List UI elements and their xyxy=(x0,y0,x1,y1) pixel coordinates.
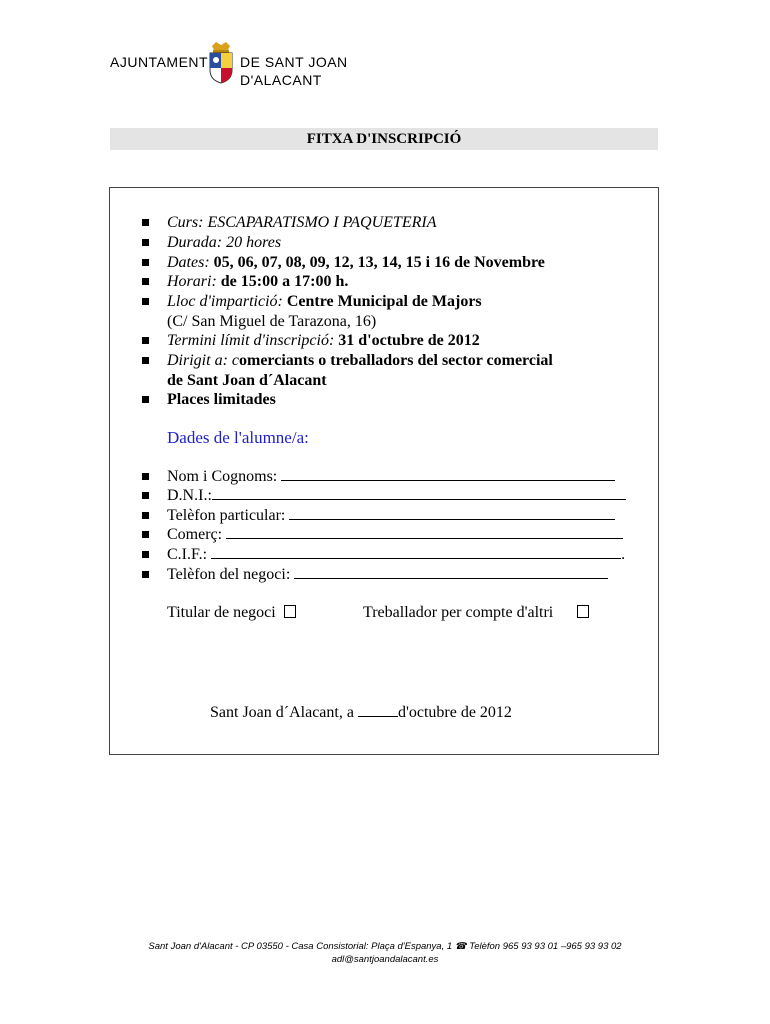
bullet-icon xyxy=(142,219,149,226)
logo-text-line2: D'ALACANT xyxy=(240,72,322,88)
bullet-icon xyxy=(142,239,149,246)
course-item xyxy=(145,213,437,233)
places-text: Places limitades xyxy=(167,391,276,408)
coat-of-arms-icon xyxy=(206,40,236,84)
cif-input[interactable] xyxy=(211,546,621,559)
place-prefix: Sant Joan d´Alacant, a xyxy=(210,704,354,721)
municipal-logo xyxy=(110,40,350,90)
bullet-icon xyxy=(142,473,149,480)
owner-label: Titular de negoci xyxy=(167,604,276,621)
bullet-icon xyxy=(142,259,149,266)
duration: Durada: 20 hores xyxy=(167,234,282,251)
schedule-label: Horari: xyxy=(167,273,217,290)
business-phone-input[interactable] xyxy=(294,566,608,579)
dates-value: 05, 06, 07, 08, 09, 12, 13, 14, 15 i 16 de Novembre xyxy=(213,254,545,271)
field-cif xyxy=(145,545,626,565)
owner-checkbox[interactable] xyxy=(284,605,296,618)
duration-item xyxy=(145,233,282,253)
bullet-icon xyxy=(142,298,149,305)
deadline-value: 31 d'octubre de 2012 xyxy=(338,332,480,349)
logo-text-line1: DE SANT JOAN xyxy=(240,54,348,70)
bullet-icon xyxy=(142,531,149,538)
dates-item xyxy=(145,253,545,273)
footer-address: Sant Joan d'Alacant - CP 03550 - Casa Consistorial: Plaça d'Espanya, 1 ☎ Telèfon 965 93 93 01 –965 93 93 02 xyxy=(148,941,622,952)
location-value: Centre Municipal de Majors xyxy=(286,293,482,310)
bullet-icon xyxy=(142,492,149,499)
schedule-item xyxy=(145,272,349,292)
footer xyxy=(0,940,770,966)
name-input[interactable] xyxy=(281,468,615,481)
student-data-heading: Dades de l'alumne/a: xyxy=(167,428,309,447)
location-label: Lloc d'impartició: xyxy=(167,293,283,310)
bullet-icon xyxy=(142,337,149,344)
date-suffix: d'octubre de 2012 xyxy=(397,704,512,721)
field-label: D.N.I.: xyxy=(167,487,212,504)
audience-label: Dirigit a: c xyxy=(167,352,239,369)
dates-label: Dates: xyxy=(167,254,210,271)
audience-value-line2: de Sant Joan d´Alacant xyxy=(167,372,327,389)
course-name: Curs: ESCAPARATISMO I PAQUETERIA xyxy=(167,214,437,231)
employee-label: Treballador per compte d'altri xyxy=(363,604,554,621)
bullet-icon xyxy=(142,357,149,364)
business-input[interactable] xyxy=(226,526,623,539)
dni-input[interactable] xyxy=(212,487,626,500)
field-dni xyxy=(145,486,604,506)
location-item xyxy=(145,292,482,312)
bullet-icon xyxy=(142,551,149,558)
deadline-item xyxy=(145,331,480,351)
employee-checkbox[interactable] xyxy=(577,605,589,618)
field-business-phone xyxy=(145,565,586,585)
bullet-icon xyxy=(142,278,149,285)
field-label: Nom i Cognoms: xyxy=(167,468,278,485)
field-business xyxy=(145,525,601,545)
field-label: C.I.F.: xyxy=(167,546,208,563)
employee-option xyxy=(363,604,589,622)
audience-item xyxy=(145,351,553,371)
places-item xyxy=(145,390,276,410)
footer-email: adl@santjoandalacant.es xyxy=(331,954,439,965)
bullet-icon xyxy=(142,571,149,578)
location-address: (C/ San Miguel de Tarazona, 16) xyxy=(167,313,377,330)
signature-date xyxy=(210,704,512,722)
phone-input[interactable] xyxy=(289,507,615,520)
bullet-icon xyxy=(142,512,149,519)
field-label: Telèfon del negoci: xyxy=(167,566,291,583)
field-label: Comerç: xyxy=(167,526,223,543)
audience-value: omerciants o treballadors del sector comercial xyxy=(239,352,553,369)
logo-text-ajuntament: AJUNTAMENT xyxy=(110,54,209,70)
cif-suffix: . xyxy=(621,546,626,563)
deadline-label: Termini límit d'inscripció: xyxy=(167,332,335,349)
field-phone xyxy=(145,506,593,526)
day-input[interactable] xyxy=(358,704,398,717)
bullet-icon xyxy=(142,396,149,403)
field-label: Telèfon particular: xyxy=(167,507,286,524)
schedule-value: de 15:00 a 17:00 h. xyxy=(220,273,349,290)
form-title: FITXA D'INSCRIPCIÓ xyxy=(110,128,658,150)
owner-option xyxy=(167,604,296,622)
field-name xyxy=(145,467,593,487)
